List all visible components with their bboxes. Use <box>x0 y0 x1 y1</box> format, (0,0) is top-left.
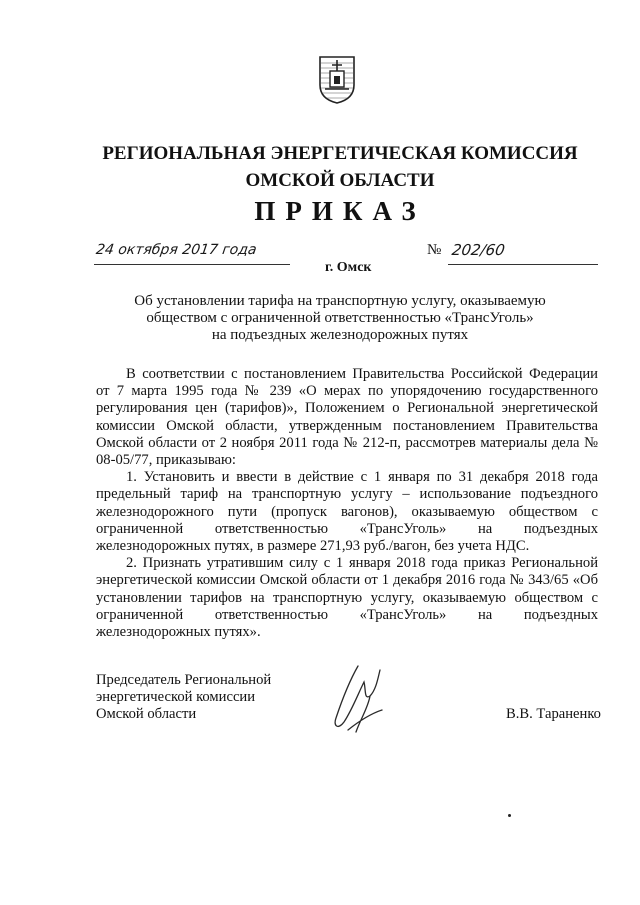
city-label: г. Омск <box>325 260 372 275</box>
position-line-2: энергетической комиссии <box>96 689 256 705</box>
position-line-1: Председатель Региональной <box>96 672 272 688</box>
signatory-position <box>96 672 271 723</box>
order-body <box>96 366 598 641</box>
handwritten-number: 202/60 <box>450 241 507 259</box>
signatory-name: В.В. Тараненко <box>506 706 601 722</box>
subject-line-3: на подъездных железнодорожных путях <box>211 327 469 343</box>
number-underline <box>448 264 598 265</box>
organization-line-1: РЕГИОНАЛЬНАЯ ЭНЕРГЕТИЧЕСКАЯ КОМИССИЯ <box>102 143 578 164</box>
handwritten-signature-icon <box>318 660 408 740</box>
omsk-coat-of-arms-icon <box>318 55 356 105</box>
handwritten-date: 24 октября 2017 года <box>94 242 258 258</box>
preamble-paragraph: В соответствии с постановлением Правительства Российской Федерации от 7 марта 1995 года № 239 «О мерах по упорядочению государственного регулирования цен (тарифов)», Положением о Региональной энергетической комиссии Омской области, утвержденным постановлением Правительства Омской области от 2 ноября 2011 года № 212-п, рассмотрев материалы дела № 08-05/77, приказываю: <box>96 366 598 469</box>
order-item-2: 2. Признать утратившим силу с 1 января 2018 года приказ Региональной энергетической комиссии Омской области от 1 декабря 2016 года № 343/65 «Об установлении тарифов на транспортную услугу, оказываемую обществом с ограниченной ответственностью «ТрансУголь» на подъездных железнодорожных путях». <box>96 555 598 641</box>
position-line-3: Омской области <box>96 706 197 722</box>
subject-line-1: Об установлении тарифа на транспортную услугу, оказываемую <box>134 293 546 309</box>
subject-line-2: обществом с ограниченной ответственностью «ТрансУголь» <box>146 310 534 326</box>
document-type-title: ПРИКАЗ <box>254 196 426 226</box>
date-underline <box>94 264 290 265</box>
order-subject <box>110 293 570 344</box>
stray-dot <box>508 814 511 817</box>
number-label: № <box>427 242 442 258</box>
organization-line-2: ОМСКОЙ ОБЛАСТИ <box>245 170 435 191</box>
organization-name <box>60 140 620 194</box>
order-item-1: 1. Установить и ввести в действие с 1 января по 31 декабря 2018 года предельный тариф на транспортную услугу – использование подъездного железнодорожного пути (пропуск вагонов), оказываемую обществом с ограниченной ответственностью «ТрансУголь» на подъездных железнодорожных путях, в размере 271,93 руб./вагон, без учета НДС. <box>96 469 598 555</box>
